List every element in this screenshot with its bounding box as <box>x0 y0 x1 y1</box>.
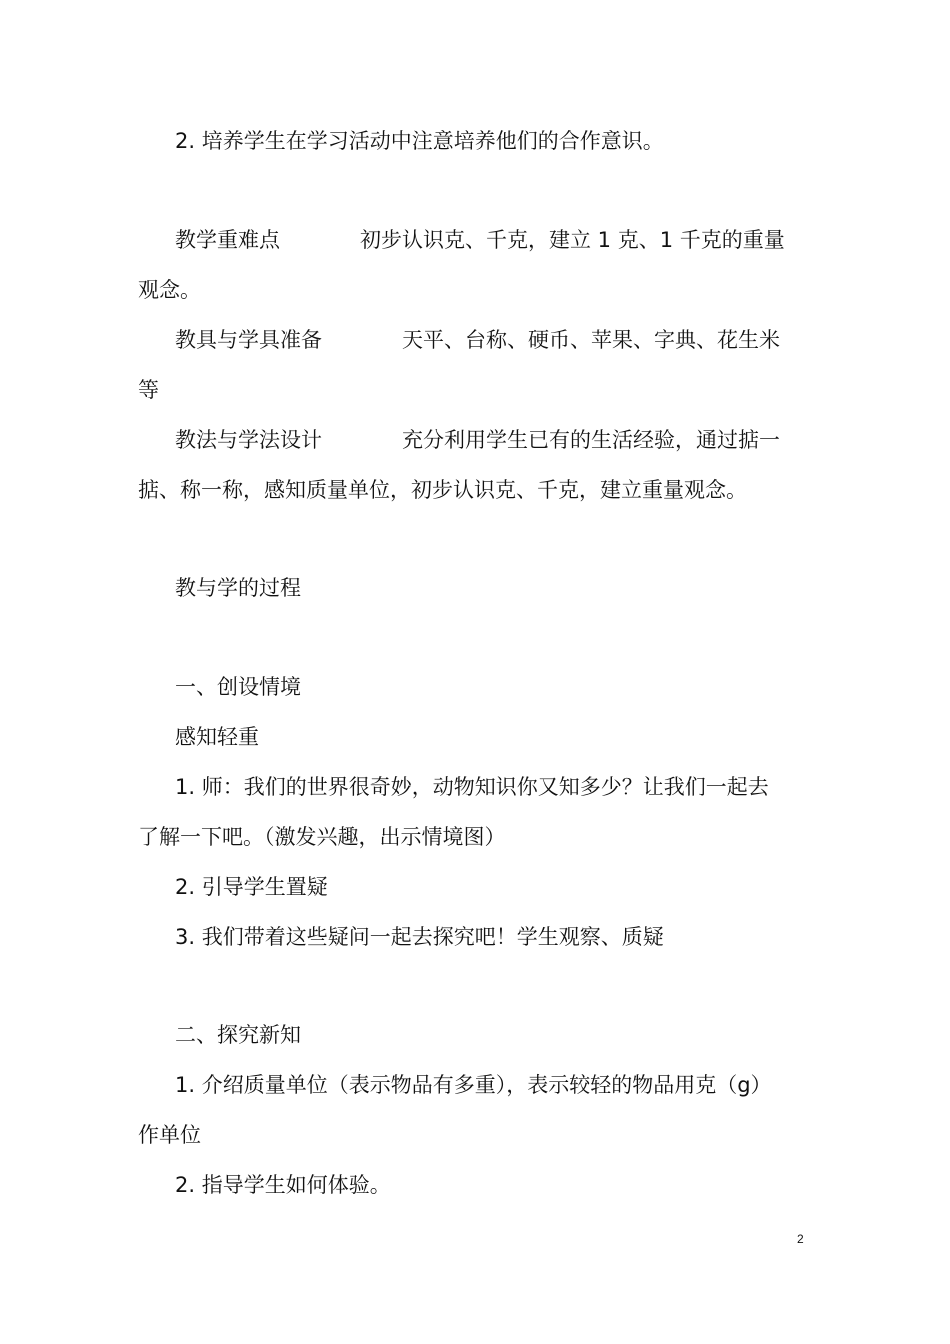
paragraph-explore-1-cont: 作单位 <box>138 1123 201 1147</box>
paragraph-explore-1: 1. 介绍质量单位（表示物品有多重），表示较轻的物品用克（g） <box>175 1073 772 1097</box>
paragraph-step-3: 3. 我们带着这些疑问一起去探究吧！学生观察、质疑 <box>175 925 664 949</box>
paragraph-step-2: 2. 引导学生置疑 <box>175 875 328 899</box>
paragraph-key-points-cont: 观念。 <box>138 278 201 302</box>
paragraph-step-1-cont: 了解一下吧。（激发兴趣，出示情境图） <box>138 825 506 849</box>
heading-section-1: 一、创设情境 <box>175 675 301 699</box>
subheading-perceive-weight: 感知轻重 <box>175 725 259 749</box>
heading-process: 教与学的过程 <box>175 576 301 600</box>
text-key-points: 初步认识克、千克，建立 1 克、1 千克的重量 <box>360 228 785 252</box>
paragraph-methods <box>138 415 847 465</box>
paragraph-key-points <box>138 215 847 265</box>
paragraph-materials-cont: 等 <box>138 378 159 402</box>
paragraph-goal-2: 2. 培养学生在学习活动中注意培养他们的合作意识。 <box>175 129 664 153</box>
page-number: 2 <box>797 1232 804 1246</box>
label-key-points: 教学重难点 <box>175 228 280 252</box>
paragraph-materials <box>138 315 847 365</box>
paragraph-step-1: 1. 师：我们的世界很奇妙，动物知识你又知多少？让我们一起去 <box>175 775 769 799</box>
text-methods: 充分利用学生已有的生活经验，通过掂一 <box>402 428 780 452</box>
paragraph-explore-2: 2. 指导学生如何体验。 <box>175 1173 391 1197</box>
text-materials: 天平、台称、硬币、苹果、字典、花生米 <box>402 328 780 352</box>
paragraph-methods-cont: 掂、称一称，感知质量单位，初步认识克、千克，建立重量观念。 <box>138 478 747 502</box>
label-methods: 教法与学法设计 <box>175 428 322 452</box>
label-materials: 教具与学具准备 <box>175 328 322 352</box>
heading-section-2: 二、探究新知 <box>175 1023 301 1047</box>
